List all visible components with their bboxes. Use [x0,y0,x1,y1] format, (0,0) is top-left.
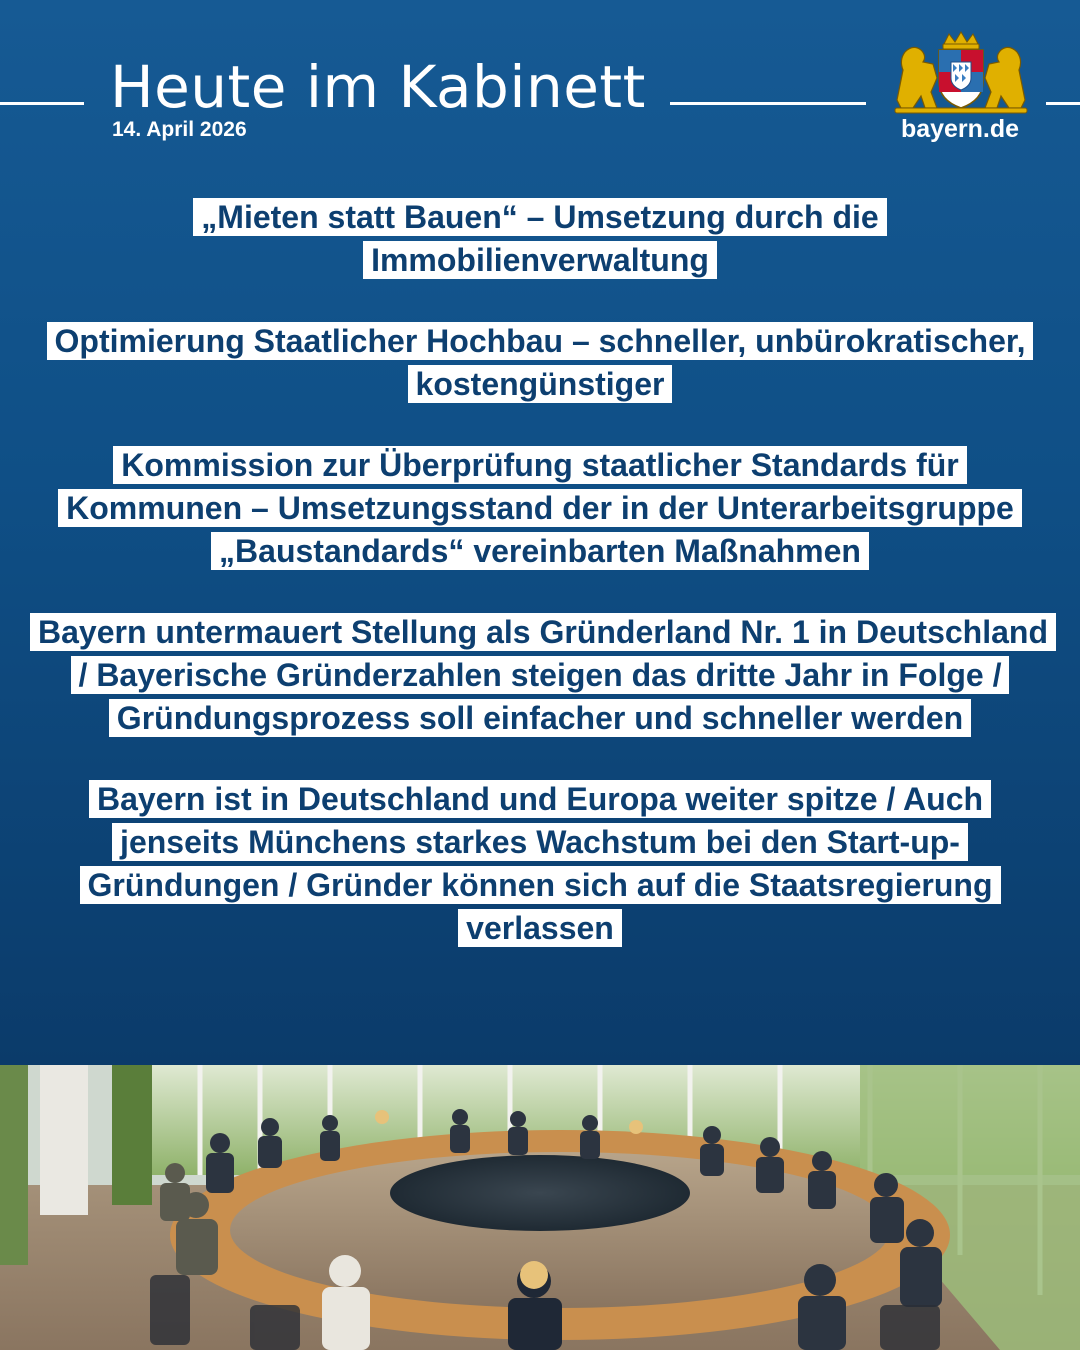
topic-text: Bayern untermauert Stellung als Gründerland Nr. 1 in Deutschland / Bayerische Gründerzahlen steigen das dritte Jahr in Folge / Gründungsprozess soll einfacher und schneller werden [30,613,1056,737]
topic-text: Optimierung Staatlicher Hochbau – schneller, unbürokratischer, kostengünstiger [47,322,1034,403]
topic-item [30,778,1050,950]
title-rule-far-right [1046,102,1080,105]
title-rule-right [670,102,866,105]
page-title: Heute im Kabinett [110,53,646,121]
title-rule-left [0,102,84,105]
topic-item [30,444,1050,573]
topic-item [30,611,1050,740]
topic-text: „Mieten statt Bauen“ – Umsetzung durch die Immobilienverwaltung [193,198,886,279]
topic-item [30,320,1050,406]
topics-list [30,196,1050,988]
topic-item [30,196,1050,282]
topic-text: Kommission zur Überprüfung staatlicher Standards für Kommunen – Umsetzungsstand der in der Unterarbeitsgruppe „Baustandards“ vereinbarten Maßnahmen [58,446,1022,570]
bavarian-coat-of-arms-icon[interactable] [893,30,1029,114]
meeting-date: 14. April 2026 [112,118,247,141]
topic-text: Bayern ist in Deutschland und Europa weiter spitze / Auch jenseits Münchens starkes Wachstum bei den Start-up-Gründungen / Gründer können sich auf die Staatsregierung verlassen [80,780,1001,947]
cabinet-meeting-photo [0,1065,1080,1350]
logo-url-link[interactable]: bayern.de [900,115,1020,143]
